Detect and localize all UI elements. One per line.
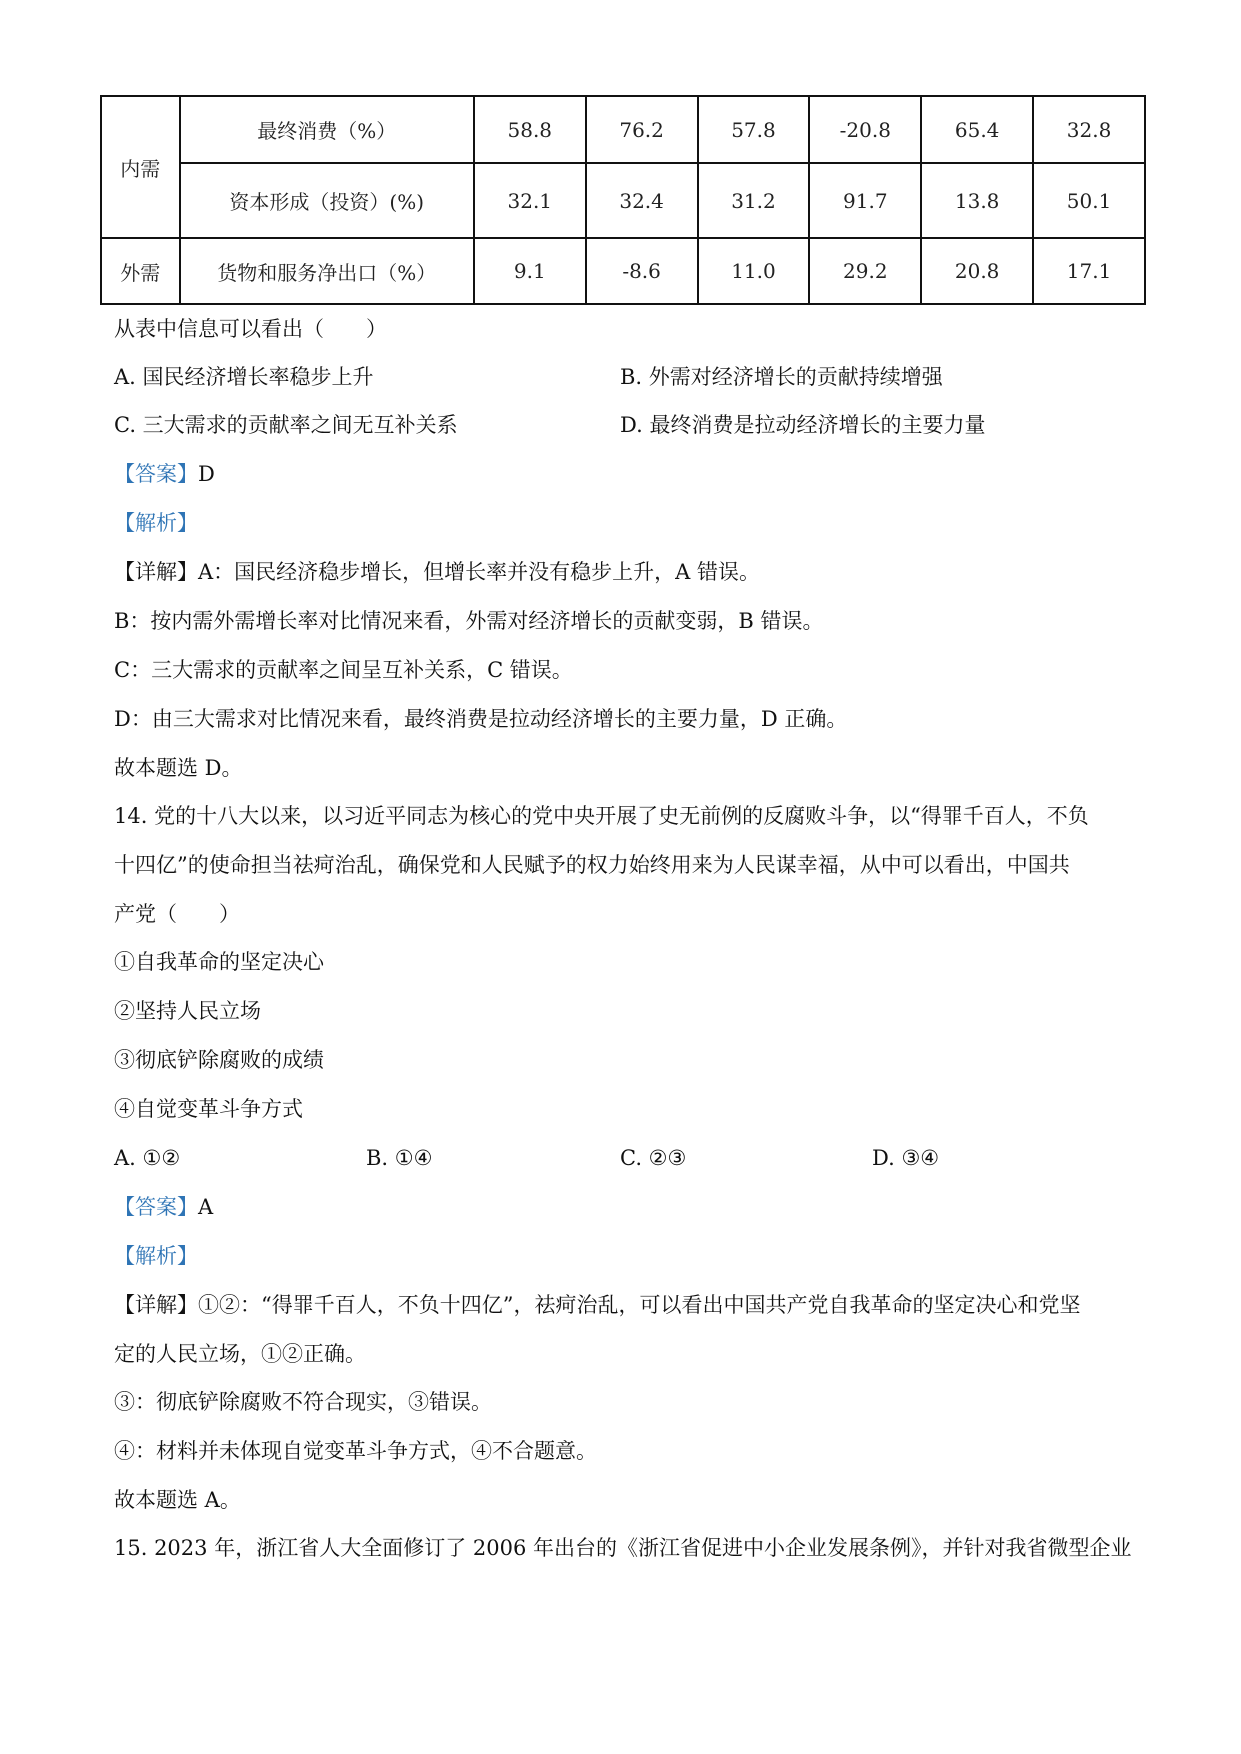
- table-row: [101, 238, 1145, 304]
- table-cell: 57.8: [698, 96, 810, 163]
- table-item-cell: 资本形成（投资）(%): [180, 163, 474, 238]
- q13-option-a: A. 国民经济增长率稳步上升: [114, 365, 374, 389]
- q13-detail-line: 【详解】A：国民经济稳步增长，但增长率并没有稳步上升，A 错误。: [114, 560, 761, 584]
- q13-option-b: B. 外需对经济增长的贡献持续增强: [620, 365, 943, 389]
- table-cell: 32.4: [586, 163, 698, 238]
- table-item-cell: 最终消费（%）: [180, 96, 474, 163]
- table-cell: 58.8: [474, 96, 586, 163]
- table-cell: 9.1: [474, 238, 586, 304]
- q14-analysis-tag: 【解析】: [114, 1244, 198, 1268]
- q14-detail-line: 定的人民立场，①②正确。: [114, 1342, 366, 1366]
- q14-stem-line: 产党（ ）: [114, 902, 240, 926]
- table-row: [101, 163, 1145, 238]
- table-cell: 20.8: [921, 238, 1033, 304]
- q13-detail-line: 故本题选 D。: [114, 756, 243, 780]
- q13-option-c: C. 三大需求的贡献率之间无互补关系: [114, 413, 458, 437]
- q14-option-d: D. ③④: [872, 1146, 940, 1170]
- q13-stem: 从表中信息可以看出（ ）: [114, 317, 387, 341]
- table-group-cell: 内需: [101, 96, 180, 238]
- answer-tag: 【答案】: [114, 1195, 198, 1219]
- table-cell: -8.6: [586, 238, 698, 304]
- q13-analysis-tag: 【解析】: [114, 511, 198, 535]
- answer-value: D: [198, 462, 215, 486]
- q13-answer: [114, 459, 215, 489]
- table-cell: 31.2: [698, 163, 810, 238]
- q14-item: ④自觉变革斗争方式: [114, 1097, 303, 1121]
- table-cell: 91.7: [809, 163, 921, 238]
- table-group-cell: 外需: [101, 238, 180, 304]
- q14-option-c: C. ②③: [620, 1146, 687, 1170]
- table-cell: 65.4: [921, 96, 1033, 163]
- q14-item: ③彻底铲除腐败的成绩: [114, 1048, 324, 1072]
- table-cell: 17.1: [1033, 238, 1145, 304]
- answer-tag: 【答案】: [114, 462, 198, 486]
- q14-answer: [114, 1192, 213, 1222]
- table-cell: 11.0: [698, 238, 810, 304]
- q14-option-a: A. ①②: [114, 1146, 181, 1170]
- table-row: [101, 96, 1145, 163]
- q14-option-b: B. ①④: [366, 1146, 433, 1170]
- contribution-table: [100, 95, 1146, 305]
- table-cell: 50.1: [1033, 163, 1145, 238]
- q14-stem-line: 14. 党的十八大以来，以习近平同志为核心的党中央开展了史无前例的反腐败斗争，以“得罪千百人，不负: [114, 804, 1089, 828]
- q14-detail-line: ③：彻底铲除腐败不符合现实，③错误。: [114, 1390, 492, 1414]
- q13-detail-line: C：三大需求的贡献率之间呈互补关系，C 错误。: [114, 658, 573, 682]
- table-cell: 32.8: [1033, 96, 1145, 163]
- table-cell: 76.2: [586, 96, 698, 163]
- answer-value: A: [198, 1195, 214, 1219]
- q13-detail-line: B：按内需外需增长率对比情况来看，外需对经济增长的贡献变弱，B 错误。: [114, 609, 824, 633]
- q14-detail-line: 【详解】①②：“得罪千百人，不负十四亿”，祛疴治乱，可以看出中国共产党自我革命的坚定决心和党坚: [114, 1293, 1081, 1317]
- q14-detail-line: ④：材料并未体现自觉变革斗争方式，④不合题意。: [114, 1439, 597, 1463]
- q14-detail-line: 故本题选 A。: [114, 1488, 241, 1512]
- q13-detail-line: D：由三大需求对比情况来看，最终消费是拉动经济增长的主要力量，D 正确。: [114, 707, 848, 731]
- table-cell: 29.2: [809, 238, 921, 304]
- table-cell: 13.8: [921, 163, 1033, 238]
- table-cell: -20.8: [809, 96, 921, 163]
- q14-stem-line: 十四亿”的使命担当祛疴治乱，确保党和人民赋予的权力始终用来为人民谋幸福，从中可以看出，中国共: [114, 853, 1070, 877]
- q15-stem-line: 15. 2023 年，浙江省人大全面修订了 2006 年出台的《浙江省促进中小企业发展条例》，并针对我省微型企业: [114, 1536, 1132, 1560]
- table-item-cell: 货物和服务净出口（%）: [180, 238, 474, 304]
- table-cell: 32.1: [474, 163, 586, 238]
- q14-item: ②坚持人民立场: [114, 999, 261, 1023]
- q14-item: ①自我革命的坚定决心: [114, 950, 324, 974]
- q13-option-d: D. 最终消费是拉动经济增长的主要力量: [620, 413, 986, 437]
